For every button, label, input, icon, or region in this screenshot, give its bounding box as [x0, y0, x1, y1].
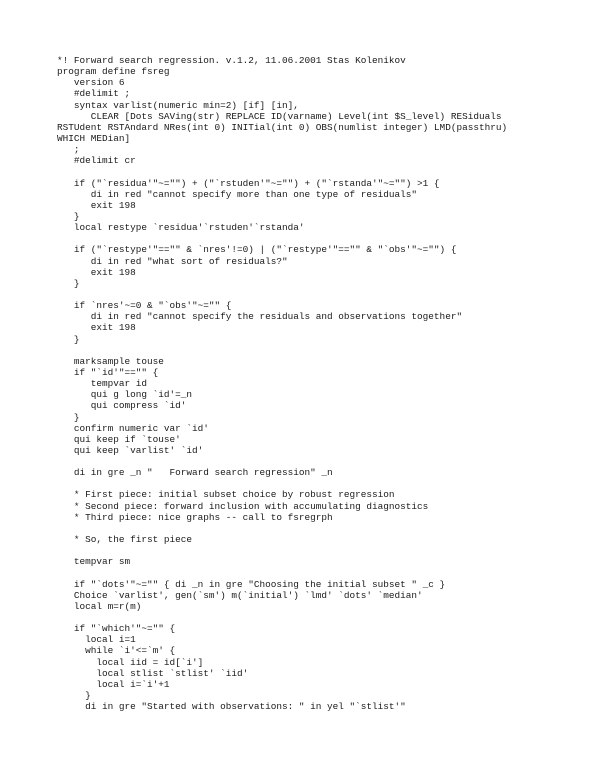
code-line: * Third piece: nice graphs -- call to fsregrph — [57, 511, 333, 523]
code-line: di in gre _n " Forward search regression" _n — [57, 467, 333, 479]
code-line — [57, 567, 587, 578]
code-line: if "`which'"~="" { — [57, 623, 176, 635]
code-line: syntax varlist(numeric min=2) [if] [in], — [57, 99, 299, 111]
code-line: } — [57, 333, 80, 345]
code-line: if ("`residua'"~="") + ("`rstuden'"~="") + ("`rstanda'"~="") >1 { — [57, 177, 440, 189]
code-line: if `nres'~=0 & "`obs'"~="" { — [57, 300, 232, 312]
code-line: * Second piece: forward inclusion with accumulating diagnostics — [57, 500, 429, 512]
code-line: exit 198 — [57, 322, 136, 334]
code-line — [57, 523, 587, 534]
code-line: WHICH MEDian] — [57, 132, 131, 144]
code-line: qui g long `id'=_n — [57, 389, 193, 401]
code-line: local m=r(m) — [57, 600, 142, 612]
code-line: } — [57, 277, 80, 289]
code-line: local restype `residua'`rstuden'`rstanda' — [57, 222, 305, 234]
code-line: } — [57, 210, 80, 222]
code-line: exit 198 — [57, 199, 136, 211]
code-line: version 6 — [57, 77, 125, 89]
code-line — [57, 456, 587, 467]
code-line — [57, 289, 587, 300]
code-line: qui compress `id' — [57, 400, 187, 412]
code-line: exit 198 — [57, 266, 136, 278]
code-line: qui keep if `touse' — [57, 433, 181, 445]
code-line: while `i'<=`m' { — [57, 645, 176, 657]
code-line: di in gre "Started with observations: " in yel "`stlist'" — [57, 701, 406, 713]
code-line: local i=`i'+1 — [57, 678, 170, 690]
code-line: local iid = id[`i'] — [57, 656, 204, 668]
code-line: } — [57, 690, 91, 702]
code-line: program define fsreg — [57, 66, 170, 78]
code-line: #delimit cr — [57, 155, 136, 167]
code-line: marksample touse — [57, 355, 164, 367]
code-line: di in red "cannot specify more than one type of residuals" — [57, 188, 418, 200]
code-line — [57, 233, 587, 244]
code-line: * So, the first piece — [57, 534, 193, 546]
code-line: tempvar id — [57, 378, 148, 390]
code-line: if ("`restype'"=="" & `nres'!=0) | ("`restype'"=="" & "`obs'"~="") { — [57, 244, 457, 256]
code-line: RSTUdent RSTAndard NRes(int 0) INITial(int 0) OBS(numlist integer) LMD(passthru) — [57, 121, 508, 133]
code-line — [57, 478, 587, 489]
code-line — [57, 345, 587, 356]
code-line: ; — [57, 144, 80, 156]
code-line: di in red "what sort of residuals?" — [57, 255, 288, 267]
code-line: di in red "cannot specify the residuals and observations together" — [57, 311, 463, 323]
code-line — [57, 612, 587, 623]
code-line: confirm numeric var `id' — [57, 422, 209, 434]
code-line: Choice `varlist', gen(`sm') m(`initial') `lmd' `dots' `median' — [57, 589, 423, 601]
code-line — [57, 166, 587, 177]
code-line: local i=1 — [57, 634, 136, 646]
code-line: *! Forward search regression. v.1.2, 11.06.2001 Stas Kolenikov — [57, 55, 406, 66]
code-line: CLEAR [Dots SAVing(str) REPLACE ID(varname) Level(int $S_level) RESiduals — [57, 110, 502, 122]
code-line: * First piece: initial subset choice by robust regression — [57, 489, 395, 501]
code-listing — [57, 55, 587, 712]
code-line: if "`id'"=="" { — [57, 366, 159, 378]
code-line: qui keep `varlist' `id' — [57, 444, 204, 456]
code-line: } — [57, 411, 80, 423]
code-line: tempvar sm — [57, 556, 131, 568]
code-line: #delimit ; — [57, 88, 131, 100]
code-line — [57, 545, 587, 556]
code-line: if "`dots'"~="" { di _n in gre "Choosing the initial subset " _c } — [57, 578, 446, 590]
code-line: local stlist `stlist' `iid' — [57, 667, 249, 679]
